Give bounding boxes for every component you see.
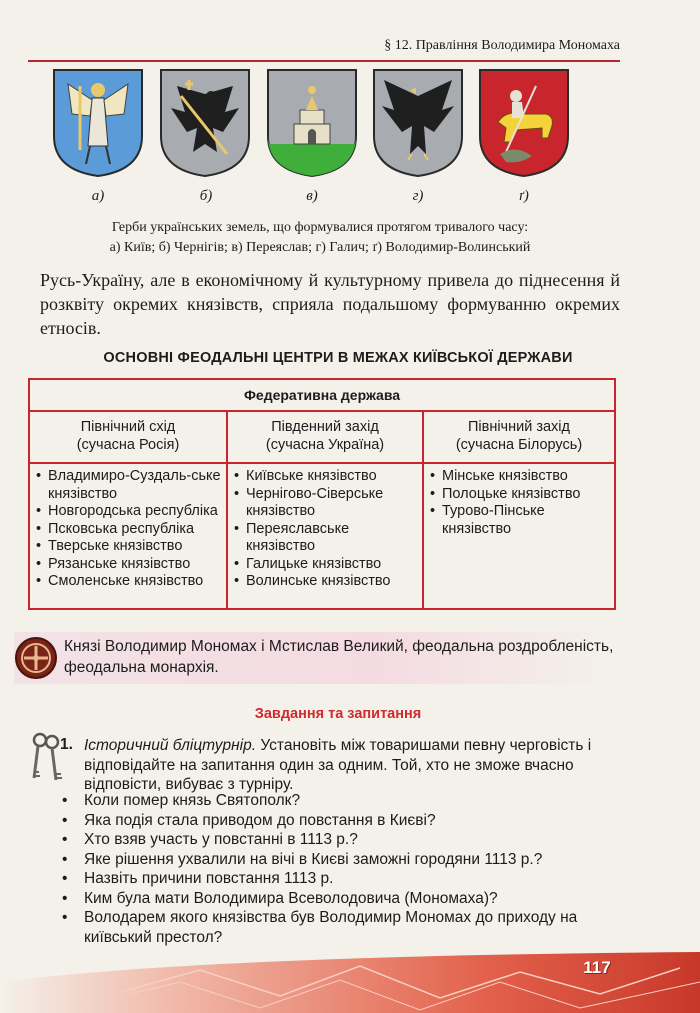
list-item: • Волинське князівство: [232, 573, 420, 591]
black-bird-icon: [370, 66, 466, 178]
list-item: • Смоленське князівство: [34, 573, 222, 591]
list-item: • Тверське князівство: [34, 538, 222, 556]
st-george-icon: [476, 66, 572, 178]
list-item: • Рязанське князівство: [34, 556, 222, 574]
coat-letter: ґ): [519, 188, 529, 204]
list-item: • Владимиро-Суздаль-ське князівство: [34, 468, 222, 503]
column-header: [30, 418, 226, 454]
section-title: ОСНОВНІ ФЕОДАЛЬНІ ЦЕНТРИ В МЕЖАХ КИЇВСЬКОЇ ДЕРЖАВИ: [103, 350, 573, 366]
list-item: • Турово-Пінське князівство: [428, 503, 610, 538]
question-item: • Ким була мати Володимира Всеволодовича (Мономаха)?: [60, 889, 620, 909]
intro-paragraph: Русь-Україну, але в економічному й культурному привела до піднесення й розквіту окремих князівств, сприяла подальшому формуванню окремих етносів.: [40, 270, 620, 338]
task-body: Установіть між товаришами певну черговість і відповідайте на запитання один за одним. Той, хто не зможе вчасно відповісти, вибуває з турніру.: [84, 737, 592, 793]
column-subtitle: (сучасна Білорусь): [455, 437, 583, 453]
caption-line: Герби українських земель, що формувалися протягом тривалого часу:: [111, 220, 529, 235]
table-header: Федеративна держава: [30, 380, 614, 412]
list-item: • Переяславське князівство: [232, 521, 420, 556]
question-item: • Коли помер князь Святополк?: [60, 791, 620, 811]
column-subtitle: (сучасна Україна): [265, 437, 385, 453]
question-item: • Хто взяв участь у повстанні в 1113 р.?: [60, 830, 620, 850]
task-lead: Історичний бліцтурнір.: [84, 737, 257, 754]
coat-letter: в): [306, 188, 318, 204]
list-item: • Новгородська республіка: [34, 503, 222, 521]
row-divider: [30, 462, 614, 464]
header-rule: [28, 60, 620, 62]
question-item: • Назвіть причини повстання 1113 р.: [60, 869, 620, 889]
column-title: Північний схід: [80, 419, 176, 435]
column-subtitle: (сучасна Росія): [76, 437, 180, 453]
column-header: [424, 418, 614, 454]
list-item: • Мінське князівство: [428, 468, 610, 486]
task-number: 1.: [60, 736, 73, 753]
list-item: • Київське князівство: [232, 468, 420, 486]
northwest-list: [428, 468, 610, 538]
coat-letter: б): [199, 188, 213, 204]
list-item: • Полоцьке князівство: [428, 486, 610, 504]
eagle-with-cross-icon: [157, 66, 253, 178]
list-item: • Псковська республіка: [34, 521, 222, 539]
task-text: [84, 736, 620, 795]
key-terms: Князі Володимир Мономах і Мстислав Великий, феодальна роздробленість, феодальна монархія.: [64, 638, 614, 676]
questions-list: [60, 791, 620, 947]
town-gate-icon: [264, 66, 360, 178]
column-header: [228, 418, 422, 454]
tasks-title: Завдання та запитання: [254, 706, 422, 722]
question-item: • Володарем якого князівства був Володимир Мономах до приходу на київський престол?: [60, 908, 620, 947]
column-title: Південний захід: [271, 419, 379, 435]
question-item: • Яка подія стала приводом до повстання в Києві?: [60, 811, 620, 831]
coat-letter: а): [91, 188, 105, 204]
coat-letter: г): [412, 188, 424, 204]
running-header: § 12. Правління Володимира Мономаха: [384, 38, 620, 53]
southwest-list: [232, 468, 420, 591]
ornament-cross-icon: [14, 636, 58, 680]
caption-line: а) Київ; б) Чернігів; в) Переяслав; г) Галич; ґ) Володимир-Волинський: [109, 240, 531, 255]
list-item: • Чернігово-Сіверське князівство: [232, 486, 420, 521]
northeast-list: [34, 468, 222, 591]
figure-caption: [40, 218, 600, 258]
list-item: • Галицьке князівство: [232, 556, 420, 574]
feudal-centers-table: [28, 378, 616, 610]
column-title: Північний захід: [467, 419, 570, 435]
question-item: • Яке рішення ухвалили на вічі в Києві заможні городяни 1113 р.?: [60, 850, 620, 870]
page-number: 117: [583, 958, 611, 977]
archangel-icon: [50, 66, 146, 178]
